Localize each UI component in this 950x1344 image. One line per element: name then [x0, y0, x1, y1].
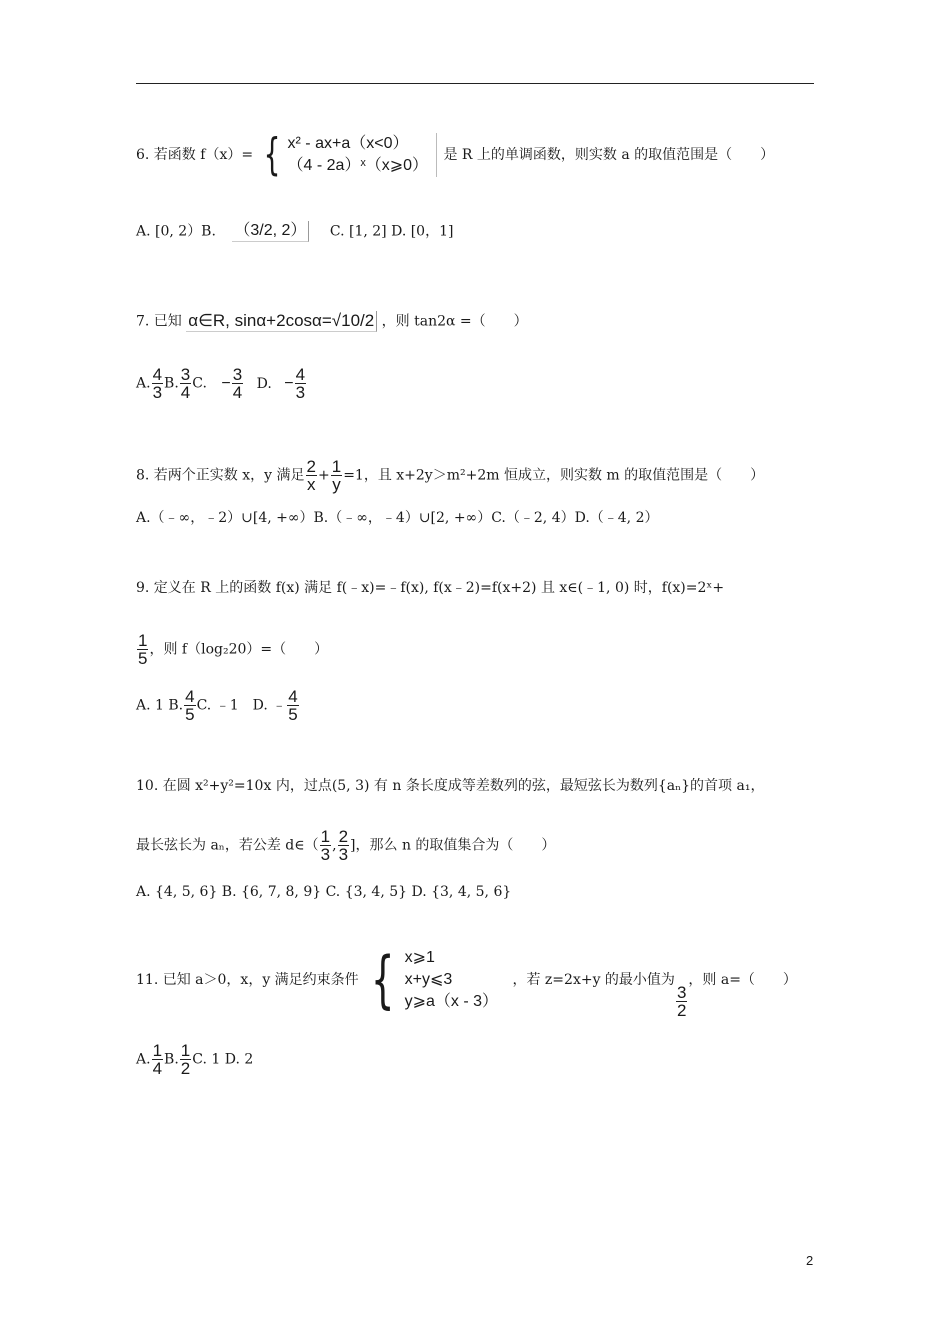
q6-case2: （4 - 2a）ˣ（x⩾0） — [287, 157, 429, 174]
q8-plus: + — [317, 467, 330, 484]
q8-stem — [136, 458, 764, 493]
frac-den: 4 — [152, 1059, 163, 1078]
q10-stem-line1: 10. 在圆 x²+y²=10x 内，过点(5, 3) 有 n 条长度成等差数列的弦，最短弦长为数列{aₙ}的首项 a₁， — [136, 778, 765, 794]
q10-stem-line2 — [136, 828, 555, 863]
q7-option-c-sign: − — [221, 374, 231, 392]
q7-option-c-label: C. — [192, 375, 207, 392]
q11-prefix: 11. 已知 a＞0，x，y 满足约束条件 — [136, 972, 359, 988]
q10-options: A. {4, 5, 6} B. {6, 7, 8, 9} C. {3, 4, 5} D. {3, 4, 5, 6} — [136, 884, 512, 900]
q11-stem — [136, 943, 797, 1020]
frac-num: 4 — [185, 687, 195, 706]
q6-option-a: A. [0, 2）B. — [136, 223, 216, 240]
q6-option-b-math: （3/2, 2） — [232, 221, 309, 242]
q11-frac-3-2 — [676, 984, 687, 1019]
q9-frac-1-5 — [137, 632, 148, 667]
q10-suffix: ]，那么 n 的取值集合为（ ） — [350, 837, 556, 854]
q6-suffix: 是 R 上的单调函数，则实数 a 的取值范围是（ ） — [443, 147, 775, 163]
frac-den: 3 — [152, 383, 163, 402]
frac-num: 1 — [320, 827, 331, 846]
q7-option-a-frac — [152, 366, 163, 401]
q11-option-b-label: B. — [164, 1051, 179, 1068]
q8-frac-1y — [331, 458, 342, 493]
q11-constraint-3: y⩾a（x - 3） — [404, 993, 499, 1010]
frac-den: 3 — [338, 845, 349, 864]
q9-suffix: ，则 f（log₂20）=（ ） — [149, 641, 329, 658]
q6-case1: x² - ax+a（x<0） — [287, 135, 409, 152]
frac-den: 2 — [180, 1059, 191, 1078]
brace-icon: { — [263, 129, 280, 180]
frac-den: 5 — [185, 705, 195, 724]
q8-options: A.（﹣∞，﹣2）∪[4, +∞）B.（﹣∞，﹣4）∪[2, +∞）C.（﹣2, 4）D.（﹣4, 2） — [136, 510, 659, 526]
frac-den: 5 — [138, 649, 148, 668]
q9-stem-line1: 9. 定义在 R 上的函数 f(x) 满足 f(﹣x)=﹣f(x), f(x﹣2)=f(x+2) 且 x∈(﹣1, 0) 时，f(x)=2ˣ+ — [136, 580, 725, 596]
q9-stem-line2 — [136, 632, 328, 667]
frac-num: 4 — [152, 365, 163, 384]
q7-option-b-label: B. — [164, 375, 179, 392]
q11-constraint-2: x+y⩽3 — [404, 971, 453, 988]
q6-piecewise — [258, 129, 437, 180]
q7-stem — [136, 311, 528, 332]
q7-option-d-frac — [295, 366, 306, 401]
frac-den: x — [307, 475, 316, 494]
frac-num: 1 — [138, 631, 148, 650]
q10-comma: , — [332, 837, 337, 854]
page-number: 2 — [806, 1253, 814, 1268]
q7-prefix: 7. 已知 — [136, 313, 182, 330]
q9-options-ab: A. 1 B. — [136, 697, 184, 714]
frac-num: 1 — [331, 457, 342, 476]
q7-options — [136, 366, 307, 401]
frac-num: 4 — [288, 687, 298, 706]
q7-option-d-label: D. — [256, 375, 272, 392]
q11-constraints — [363, 943, 506, 1016]
frac-num: 3 — [676, 983, 687, 1002]
q7-option-a-label: A. — [136, 375, 151, 392]
q8-suffix: =1，且 x+2y＞m²+2m 恒成立，则实数 m 的取值范围是（ ） — [343, 467, 765, 484]
q8-frac-2x — [306, 458, 317, 493]
q9-options — [136, 688, 300, 723]
q7-suffix: ，则 tan2α =（ ） — [381, 313, 528, 330]
frac-den: 4 — [232, 383, 243, 402]
q7-option-b-frac — [180, 366, 191, 401]
q11-constraint-1: x⩾1 — [404, 949, 435, 966]
q9-option-d-frac — [287, 688, 298, 723]
q6-stem — [136, 129, 775, 180]
frac-den: 3 — [295, 383, 306, 402]
q9-options-cd: C. ﹣1 D. ﹣ — [196, 697, 287, 714]
q7-option-d-sign: − — [284, 374, 294, 392]
q8-prefix: 8. 若两个正实数 x，y 满足 — [136, 467, 305, 484]
frac-num: 3 — [180, 365, 191, 384]
q11-option-a-frac — [152, 1042, 163, 1077]
header-rule — [136, 83, 814, 84]
q6-prefix: 6. 若函数 f（x）= — [136, 147, 254, 163]
brace-icon: { — [371, 943, 395, 1016]
frac-den: 4 — [180, 383, 191, 402]
q11-options — [136, 1042, 253, 1077]
q9-option-b-frac — [184, 688, 195, 723]
q11-suffix: ，则 a=（ ） — [688, 972, 797, 988]
q11-option-b-frac — [180, 1042, 191, 1077]
q11-option-a-label: A. — [136, 1051, 151, 1068]
q10-prefix: 最长弦长为 aₙ，若公差 d∈（ — [136, 837, 319, 854]
frac-den: y — [332, 475, 341, 494]
frac-den: 3 — [320, 845, 331, 864]
q11-mid: ，若 z=2x+y 的最小值为 — [512, 972, 675, 988]
frac-den: 2 — [676, 1001, 687, 1020]
q7-option-c-frac — [232, 366, 243, 401]
frac-den: 5 — [288, 705, 298, 724]
q10-frac-1-3 — [320, 828, 331, 863]
frac-num: 4 — [295, 365, 306, 384]
frac-num: 1 — [180, 1041, 191, 1060]
q6-option-rest: C. [1, 2] D. [0，1] — [329, 223, 454, 240]
frac-num: 2 — [306, 457, 316, 476]
q7-condition-math: α∈R, sinα+2cosα=√10/2 — [186, 311, 377, 332]
q10-frac-2-3 — [338, 828, 349, 863]
frac-num: 1 — [152, 1041, 163, 1060]
q6-options — [136, 221, 453, 242]
frac-num: 2 — [338, 827, 349, 846]
frac-num: 3 — [232, 365, 243, 384]
q11-option-rest: C. 1 D. 2 — [192, 1051, 254, 1068]
